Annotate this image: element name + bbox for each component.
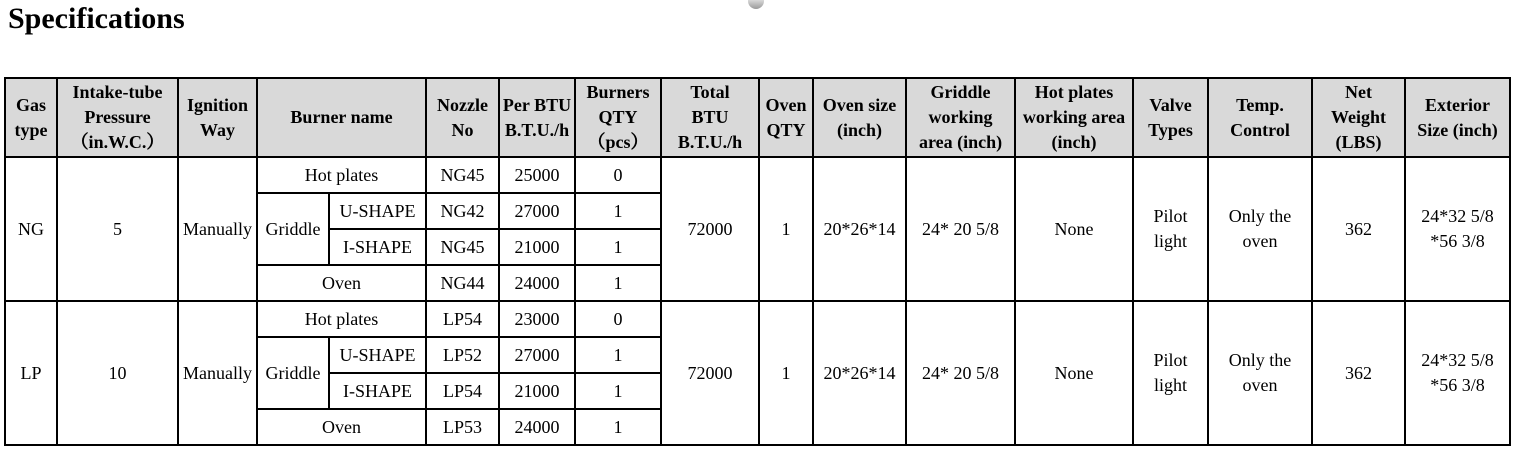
gas-type-cell: LP [5,301,57,445]
btu-cell: 23000 [499,301,575,337]
qty-cell: 1 [575,373,661,409]
griddle-label-cell: Griddle [257,337,329,409]
qty-cell: 0 [575,157,661,193]
burner-name-cell: U-SHAPE [329,193,426,229]
table-row [5,157,1510,193]
btu-cell: 24000 [499,409,575,445]
btu-cell: 25000 [499,157,575,193]
qty-cell: 1 [575,229,661,265]
nozzle-cell: NG44 [426,265,499,301]
hotplates-area-cell: None [1015,301,1133,445]
qty-cell: 1 [575,337,661,373]
burner-name-cell: U-SHAPE [329,337,426,373]
header-valve-types: Valve Types [1133,78,1208,157]
header-row [5,78,1510,157]
temp-control-cell: Only the oven [1208,157,1312,301]
header-per-btu: Per BTU B.T.U./h [499,78,575,157]
header-oven-qty: Oven QTY [759,78,813,157]
burner-name-cell: Oven [257,409,426,445]
griddle-area-cell: 24* 20 5/8 [906,301,1015,445]
burner-name-cell: I-SHAPE [329,373,426,409]
oven-size-cell: 20*26*14 [813,301,906,445]
exterior-size-cell: 24*32 5/8 *56 3/8 [1405,301,1510,445]
header-burners-qty: Burners QTY （pcs） [575,78,661,157]
gas-type-cell: NG [5,157,57,301]
header-total-btu: Total BTU B.T.U./h [661,78,759,157]
nozzle-cell: NG45 [426,157,499,193]
oven-size-cell: 20*26*14 [813,157,906,301]
nozzle-cell: NG42 [426,193,499,229]
header-oven-size: Oven size (inch) [813,78,906,157]
specifications-table [4,77,1511,446]
exterior-size-cell: 24*32 5/8 *56 3/8 [1405,157,1510,301]
header-net-weight: Net Weight (LBS) [1312,78,1405,157]
header-gas-type: Gas type [5,78,57,157]
qty-cell: 1 [575,193,661,229]
valve-cell: Pilot light [1133,157,1208,301]
btu-cell: 21000 [499,229,575,265]
btu-cell: 27000 [499,337,575,373]
griddle-label-cell: Griddle [257,193,329,265]
oven-qty-cell: 1 [759,157,813,301]
header-hotplates-area: Hot plates working area (inch) [1015,78,1133,157]
page-title: Specifications [8,2,185,35]
weight-cell: 362 [1312,157,1405,301]
hotplates-area-cell: None [1015,157,1133,301]
temp-control-cell: Only the oven [1208,301,1312,445]
ignition-cell: Manually [178,157,257,301]
btu-cell: 24000 [499,265,575,301]
oven-qty-cell: 1 [759,301,813,445]
qty-cell: 1 [575,265,661,301]
burner-name-cell: Oven [257,265,426,301]
nozzle-cell: LP52 [426,337,499,373]
total-btu-cell: 72000 [661,301,759,445]
nozzle-cell: LP53 [426,409,499,445]
weight-cell: 362 [1312,301,1405,445]
decorative-image-fragment [748,0,764,9]
total-btu-cell: 72000 [661,157,759,301]
nozzle-cell: NG45 [426,229,499,265]
ignition-cell: Manually [178,301,257,445]
pressure-cell: 10 [57,301,178,445]
burner-name-cell: I-SHAPE [329,229,426,265]
nozzle-cell: LP54 [426,373,499,409]
table-row [5,301,1510,337]
btu-cell: 21000 [499,373,575,409]
burner-name-cell: Hot plates [257,301,426,337]
header-ignition-way: Ignition Way [178,78,257,157]
qty-cell: 0 [575,301,661,337]
header-temp-control: Temp. Control [1208,78,1312,157]
header-nozzle-no: Nozzle No [426,78,499,157]
btu-cell: 27000 [499,193,575,229]
nozzle-cell: LP54 [426,301,499,337]
header-griddle-area: Griddle working area (inch) [906,78,1015,157]
burner-name-cell: Hot plates [257,157,426,193]
qty-cell: 1 [575,409,661,445]
griddle-area-cell: 24* 20 5/8 [906,157,1015,301]
valve-cell: Pilot light [1133,301,1208,445]
header-burner-name: Burner name [257,78,426,157]
header-intake-pressure: Intake-tube Pressure （in.W.C.） [57,78,178,157]
pressure-cell: 5 [57,157,178,301]
header-exterior-size: Exterior Size (inch) [1405,78,1510,157]
